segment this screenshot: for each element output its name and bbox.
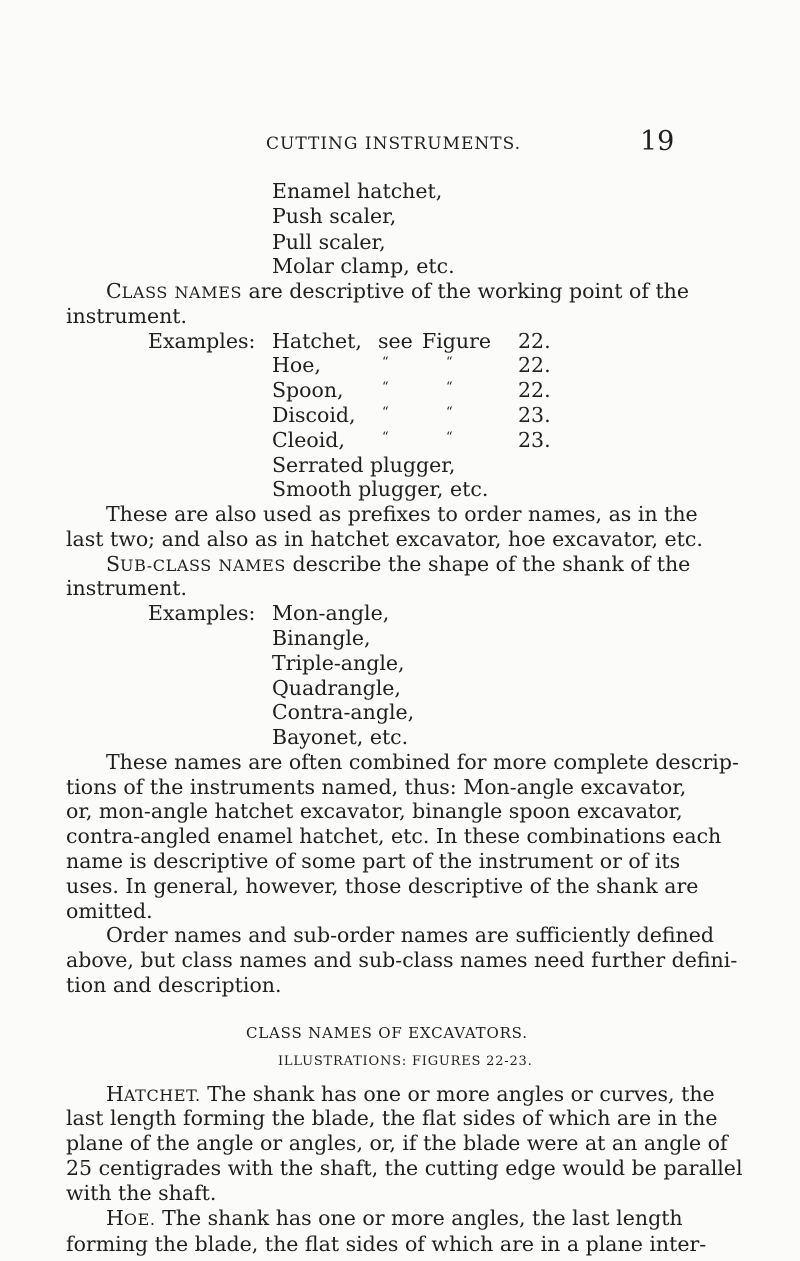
list-item: Bayonet, etc. <box>272 725 409 750</box>
paragraph-line: contra-angled enamel hatchet, etc. In these combinations each <box>66 824 722 849</box>
table-cell-see: “ <box>382 404 389 420</box>
section-heading: CLASS NAMES OF EXCAVATORS. <box>246 1024 528 1043</box>
table-cell-see: “ <box>382 355 389 371</box>
paragraph-line: above, but class names and sub-class names need further defini- <box>66 948 738 973</box>
table-cell-num: 22. <box>518 353 551 378</box>
table-cell-figure: “ <box>446 429 453 445</box>
paragraph-line: name is descriptive of some part of the instrument or of its <box>66 848 681 873</box>
table-cell-see: see <box>378 328 413 353</box>
table-cell-name: Discoid, <box>272 402 356 427</box>
list-item: Molar clamp, etc. <box>272 254 455 279</box>
examples-label: Examples: <box>148 328 256 353</box>
paragraph-line: tion and description. <box>66 972 282 997</box>
table-cell-figure: “ <box>446 404 453 420</box>
hoe-definition-line: HOE. The shank has one or more angles, the last length <box>106 1206 683 1230</box>
table-cell-name: Cleoid, <box>272 427 345 452</box>
table-cell-figure: “ <box>446 355 453 371</box>
list-item: Triple-angle, <box>272 650 405 675</box>
paragraph-line: last length forming the blade, the flat sides of which are in the <box>66 1106 718 1131</box>
list-item: Smooth plugger, etc. <box>272 477 489 502</box>
list-item: Push scaler, <box>272 203 397 228</box>
list-item: Binangle, <box>272 625 371 650</box>
table-cell-name: Hatchet, <box>272 328 362 353</box>
paragraph-line: omitted. <box>66 898 153 923</box>
examples-label: Examples: <box>148 601 256 626</box>
table-cell-num: 22. <box>518 328 551 353</box>
table-cell-see: “ <box>382 380 389 396</box>
table-cell-num: 23. <box>518 402 551 427</box>
list-item: Mon-angle, <box>272 601 390 626</box>
class-names-line: CLASS NAMES are descriptive of the working point of the <box>106 279 690 304</box>
table-cell-name: Spoon, <box>272 378 344 403</box>
paragraph-line: tions of the instruments named, thus: Mon-angle excavator, <box>66 774 687 799</box>
table-cell-name: Hoe, <box>272 353 321 378</box>
paragraph-line: instrument. <box>66 576 188 601</box>
header-title: CUTTING INSTRUMENTS. <box>266 134 522 154</box>
paragraph-line: 25 centigrades with the shaft, the cutting edge would be parallel <box>66 1155 743 1180</box>
paragraph-line: plane of the angle or angles, or, if the blade were at an angle of <box>66 1131 728 1156</box>
paragraph-line: with the shaft. <box>66 1180 217 1205</box>
section-subheading: ILLUSTRATIONS: FIGURES 22-23. <box>278 1053 533 1069</box>
paragraph-line: uses. In general, however, those descriptive of the shank are <box>66 873 699 898</box>
page-number: 19 <box>640 126 675 157</box>
paragraph-line: These are also used as prefixes to order names, as in the <box>106 502 698 527</box>
list-item: Serrated plugger, <box>272 452 456 477</box>
paragraph-line: These names are often combined for more complete descrip- <box>106 749 739 774</box>
table-cell-figure: “ <box>446 380 453 396</box>
table-cell-see: “ <box>382 429 389 445</box>
table-cell-figure: Figure <box>422 328 492 353</box>
paragraph-line: or, mon-angle hatchet excavator, binangle spoon excavator, <box>66 799 683 824</box>
table-cell-num: 22. <box>518 378 551 403</box>
paragraph-line: last two; and also as in hatchet excavator, hoe excavator, etc. <box>66 526 703 551</box>
list-item: Pull scaler, <box>272 229 386 254</box>
running-header <box>0 126 800 162</box>
hatchet-definition-line: HATCHET. The shank has one or more angles or curves, the <box>106 1081 715 1106</box>
list-item: Quadrangle, <box>272 675 401 700</box>
list-item: Contra-angle, <box>272 700 415 725</box>
paragraph-line: Order names and sub-order names are sufficiently defined <box>106 923 714 948</box>
subclass-names-line: SUB-CLASS NAMES describe the shape of the shank of the <box>106 551 691 576</box>
table-cell-num: 23. <box>518 427 551 452</box>
paragraph-line: instrument. <box>66 303 188 328</box>
paragraph-line: forming the blade, the flat sides of which are in a plane inter- <box>66 1232 707 1256</box>
list-item: Enamel hatchet, <box>272 179 443 203</box>
